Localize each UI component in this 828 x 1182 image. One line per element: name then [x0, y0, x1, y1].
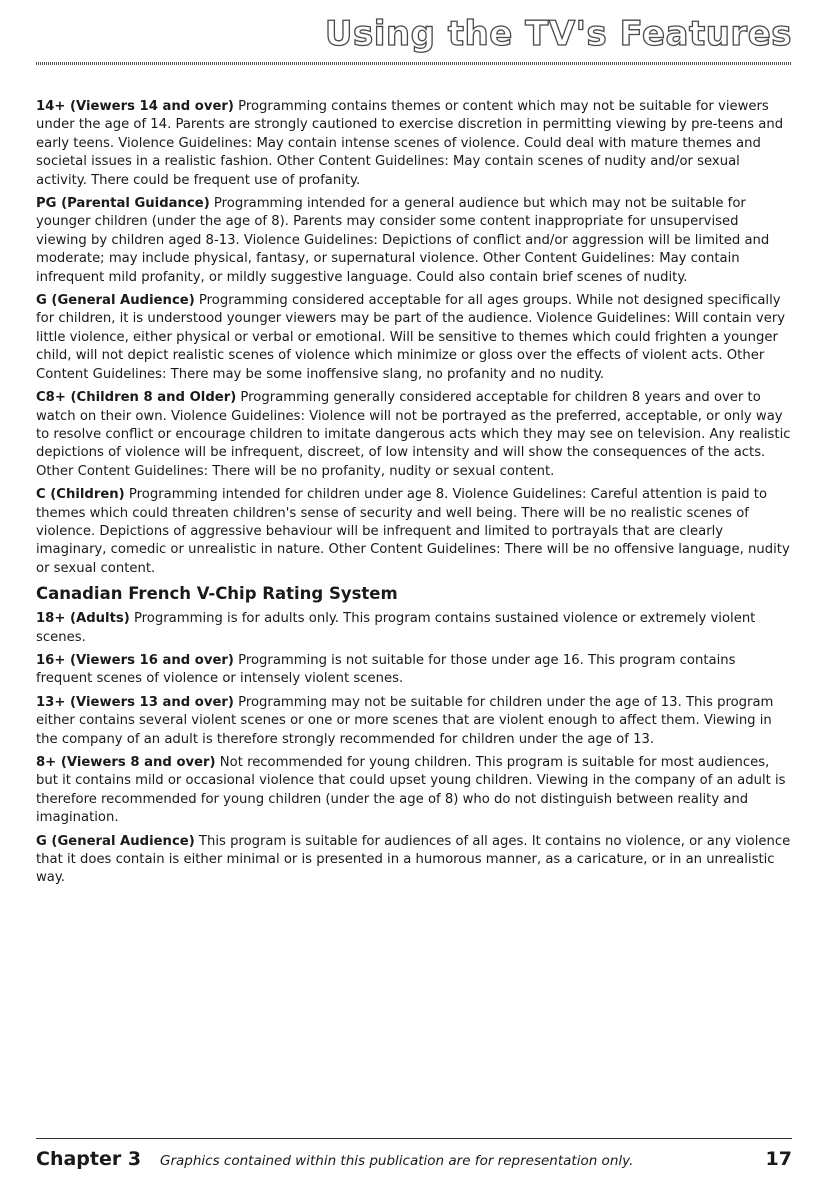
footer-divider: [36, 1138, 792, 1139]
rating-term: PG (Parental Guidance): [36, 196, 210, 212]
footer-chapter-label: Chapter 3: [36, 1148, 142, 1170]
rating-term: C8+ (Children 8 and Older): [36, 390, 237, 406]
rating-term: 13+ (Viewers 13 and over): [36, 694, 234, 710]
rating-description: Programming is for adults only. This program contains sustained violence or extremely violent scenes.: [36, 611, 756, 645]
page-content: [36, 98, 792, 893]
rating-description: Programming considered acceptable for all ages groups. While not designed specifically for children, it is understood younger viewers may be part of the audience. Violence Guidelines: Will contain very little violence, either physical or verbal or emotional. Will be sensitive to themes which could frighten a younger child, will not depict realistic scenes of violence which minimize or gloss over the effects of violent acts. Other Content Guidelines: There may be some inoffensive slang, no profanity and no nudity.: [36, 293, 786, 382]
rating-paragraph: [36, 195, 792, 287]
rating-term: 14+ (Viewers 14 and over): [36, 99, 234, 114]
rating-paragraph: [36, 652, 792, 689]
rating-paragraph: [36, 98, 792, 190]
rating-description: This program is suitable for audiences of all ages. It contains no violence, or any violence that it does contain is either minimal or is presented in a humorous manner, as a caricature, or in an unrealistic way.: [36, 833, 791, 886]
rating-description: Programming contains themes or content which may not be suitable for viewers under the age of 14. Parents are strongly cautioned to exercise discretion in permitting viewing by pre-teens and early teens. Violence Guidelines: May contain intense scenes of violence. Could deal with mature themes and societal issues in a realistic fashion. Other Content Guidelines: May contain scenes of nudity and/or sexual activity. There could be frequent use of profanity.: [36, 99, 784, 188]
rating-paragraph: [36, 389, 792, 481]
rating-term: G (General Audience): [36, 293, 195, 309]
rating-paragraph: [36, 292, 792, 384]
rating-description: Not recommended for young children. This program is suitable for most audiences, but it contains mild or occasional violence that could upset young children. Viewing in the company of an adult is therefore recommended for young children (under the age of 8) who do not distinguish between reality and imagination.: [36, 755, 786, 826]
rating-paragraph: [36, 694, 792, 749]
rating-paragraph: [36, 833, 792, 888]
page-number: 17: [765, 1148, 792, 1170]
rating-term: 8+ (Viewers 8 and over): [36, 755, 216, 770]
rating-term: 18+ (Adults): [36, 611, 130, 627]
footer-disclaimer: Graphics contained within this publication are for representation only.: [160, 1153, 634, 1169]
rating-term: G (General Audience): [36, 833, 195, 849]
rating-description: Programming intended for children under age 8. Violence Guidelines: Careful attention is paid to themes which could threaten children's sense of security and well being. There will be no realistic scenes of violence. Depictions of aggressive behaviour will be infrequent and limited to portrayals that are clearly imaginary, comedic or unrealistic in nature. Other Content Guidelines: There will be no offensive language, nudity or sexual content.: [36, 487, 790, 576]
page-header-title: Using the TV's Features: [324, 14, 792, 54]
rating-description: Programming is not suitable for those under age 16. This program contains frequent scenes of violence or intensely violent scenes.: [36, 652, 736, 687]
rating-paragraph: [36, 486, 792, 578]
header-divider: [36, 62, 792, 65]
rating-description: Programming may not be suitable for children under the age of 13. This program either contains several violent scenes or one or more scenes that are violent enough to affect them. Viewing in the company of an adult is therefore strongly recommended for children under the age of 13.: [36, 694, 774, 747]
rating-term: 16+ (Viewers 16 and over): [36, 652, 234, 668]
section-heading-french-vchip: Canadian French V-Chip Rating System: [36, 584, 398, 604]
rating-term: C (Children): [36, 487, 125, 503]
rating-paragraph: [36, 610, 792, 647]
rating-paragraph: [36, 754, 792, 828]
rating-description: Programming generally considered acceptable for children 8 years and over to watch on their own. Violence Guidelines: Violence will not be portrayed as the preferred, acceptable, or only way to resolve conflict or encourage children to imitate dangerous acts which they may see on television. Any realistic depictions of violence will be infrequent, discreet, of low intensity and will show the consequences of the acts. Other Content Guidelines: There will be no profanity, nudity or sexual content.: [36, 390, 791, 479]
rating-description: Programming intended for a general audience but which may not be suitable for younger children (under the age of 8). Parents may consider some content inappropriate for unsupervised viewing by children aged 8-13. Violence Guidelines: Depictions of conflict and/or aggression will be limited and moderate; may include physical, fantasy, or supernatural violence. Other Content Guidelines: May contain infrequent mild profanity, or mildly suggestive language. Could also contain brief scenes of nudity.: [36, 196, 770, 285]
